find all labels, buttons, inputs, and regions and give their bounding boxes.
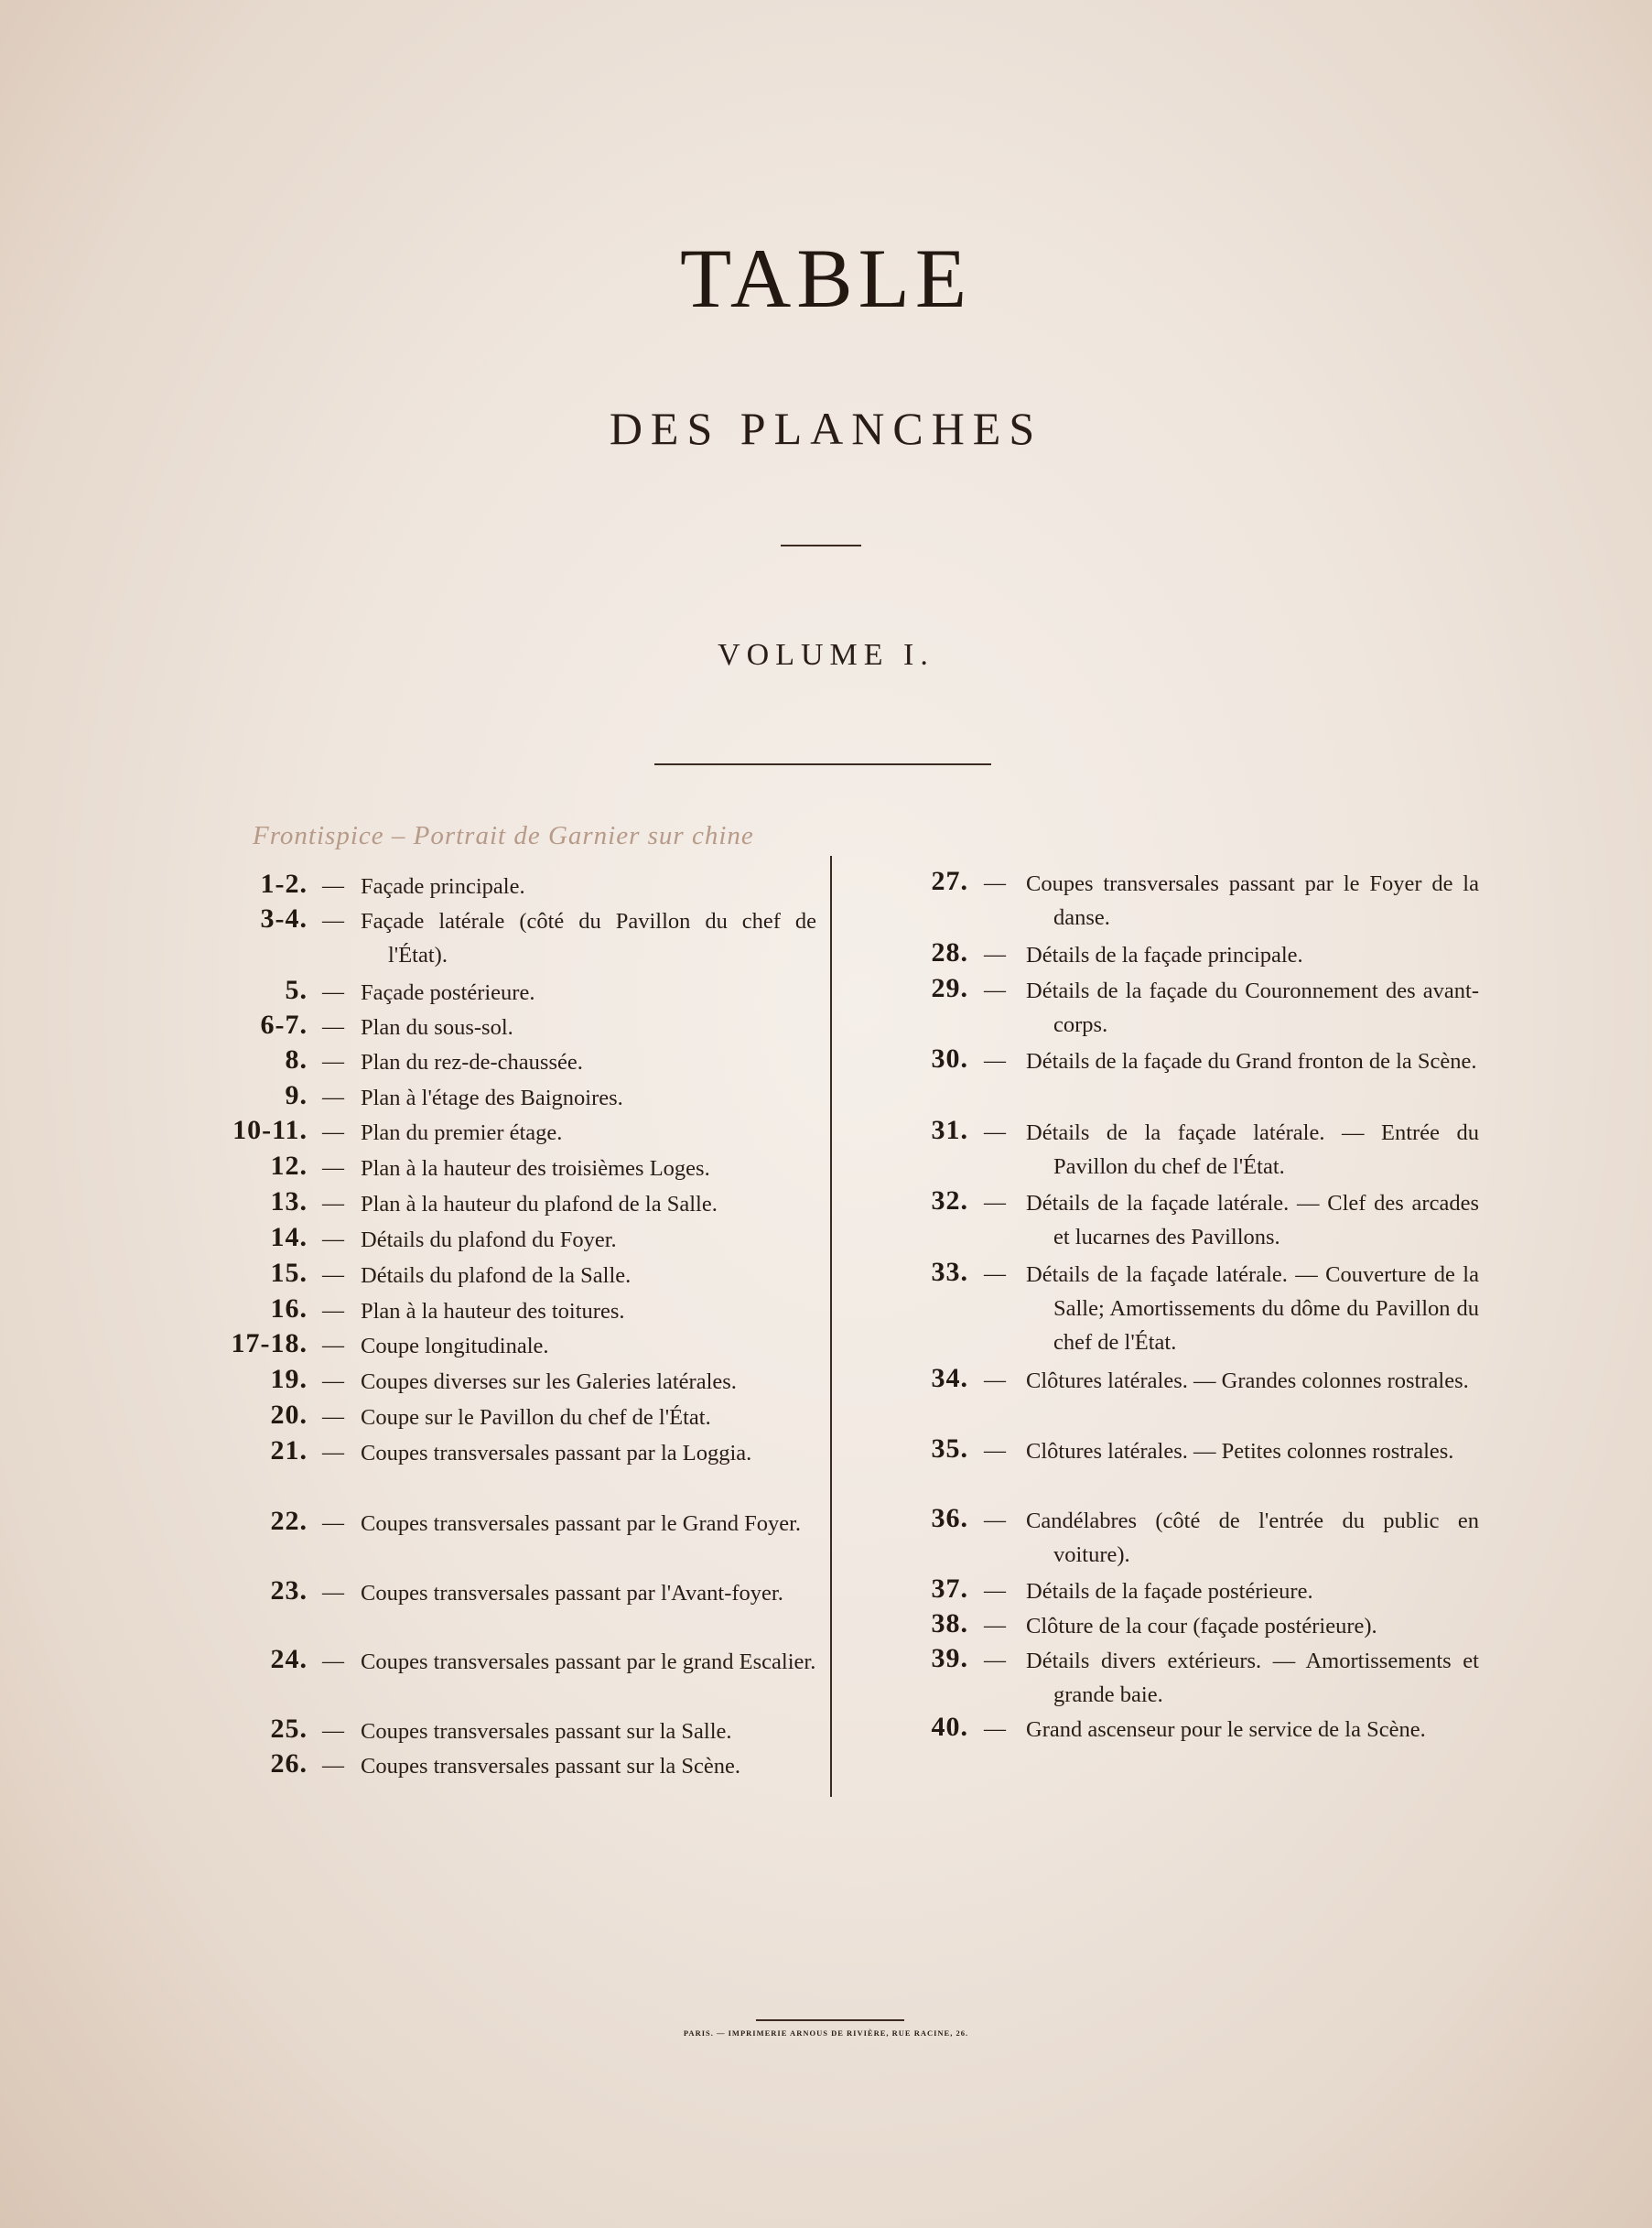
plate-number: 16. <box>270 1293 308 1324</box>
plate-title: Coupes diverses sur les Galeries latérales. <box>361 1369 737 1394</box>
plate-number: 12. <box>270 1151 308 1181</box>
plate-title: Façade postérieure. <box>361 980 535 1005</box>
plate-title: Coupes transversales passant sur la Scène. <box>361 1754 741 1779</box>
plate-number: 24. <box>270 1644 308 1674</box>
em-dash-separator: — <box>984 1717 1006 1741</box>
plate-title: Plan à la hauteur des toitures. <box>361 1299 625 1324</box>
plate-title: Clôture de la cour (façade postérieure). <box>1026 1614 1377 1639</box>
plate-title: Façade latérale (côté du Pavillon du chef de l'État). <box>361 909 816 968</box>
plate-title: Clôtures latérales. — Grandes colonnes rostrales. <box>1026 1368 1469 1393</box>
colophon-divider <box>756 2019 904 2021</box>
em-dash-separator: — <box>984 1509 1006 1532</box>
plate-title: Détails du plafond de la Salle. <box>361 1263 632 1288</box>
em-dash-separator: — <box>984 1120 1006 1144</box>
em-dash-separator: — <box>322 1299 344 1323</box>
plate-number: 15. <box>270 1258 308 1288</box>
plate-number: 39. <box>931 1643 968 1673</box>
section-divider <box>654 763 991 765</box>
page-title: TABLE <box>679 232 973 325</box>
plate-number: 8. <box>285 1044 308 1075</box>
plate-number: 35. <box>931 1433 968 1464</box>
plate-title: Coupes transversales passant sur la Salle. <box>361 1719 732 1744</box>
plate-number: 37. <box>931 1574 968 1604</box>
em-dash-separator: — <box>322 1050 344 1074</box>
plate-number: 1-2. <box>260 869 308 899</box>
plate-number: 29. <box>931 973 968 1003</box>
handwritten-annotation: Frontispice – Portrait de Garnier sur chine <box>253 821 754 850</box>
em-dash-separator: — <box>984 1439 1006 1463</box>
plate-number: 36. <box>931 1503 968 1533</box>
plate-title: Candélabres (côté de l'entrée du public en voiture). <box>1026 1509 1479 1567</box>
plate-number: 27. <box>931 866 968 896</box>
plate-title: Coupes transversales passant par l'Avant-foyer. <box>361 1581 783 1606</box>
volume-heading: VOLUME I. <box>718 638 934 672</box>
plate-title: Plan à la hauteur des troisièmes Loges. <box>361 1156 710 1181</box>
plate-title: Coupe longitudinale. <box>361 1334 549 1358</box>
plate-number: 32. <box>931 1185 968 1216</box>
plate-title: Détails de la façade latérale. — Clef des arcades et lucarnes des Pavillons. <box>1026 1191 1479 1249</box>
em-dash-separator: — <box>984 1191 1006 1215</box>
plate-number: 20. <box>270 1400 308 1430</box>
plate-number: 22. <box>270 1506 308 1536</box>
plate-title: Coupes transversales passant par le grand Escalier. <box>361 1649 816 1674</box>
em-dash-separator: — <box>984 1579 1006 1603</box>
plate-number: 30. <box>931 1044 968 1074</box>
em-dash-separator: — <box>984 1049 1006 1073</box>
plate-number: 5. <box>285 975 308 1005</box>
plate-title: Façade principale. <box>361 874 525 899</box>
em-dash-separator: — <box>322 1334 344 1357</box>
em-dash-separator: — <box>322 1754 344 1778</box>
plate-title: Détails de la façade latérale. — Entrée du Pavillon du chef de l'État. <box>1026 1120 1479 1179</box>
plate-title: Détails du plafond du Foyer. <box>361 1228 617 1252</box>
plate-title: Grand ascenseur pour le service de la Scène. <box>1026 1717 1426 1742</box>
plate-number: 17-18. <box>231 1328 308 1358</box>
plate-title: Coupes transversales passant par la Loggia. <box>361 1441 752 1466</box>
plate-title: Détails de la façade latérale. — Couverture de la Salle; Amortissements du dôme du Pavillon du chef de l'État. <box>1026 1262 1479 1355</box>
plate-number: 33. <box>931 1257 968 1287</box>
plate-title: Coupes transversales passant par le Foyer de la danse. <box>1026 871 1479 930</box>
plate-number: 14. <box>270 1222 308 1252</box>
plate-title: Détails de la façade principale. <box>1026 943 1303 968</box>
em-dash-separator: — <box>322 1511 344 1535</box>
em-dash-separator: — <box>984 871 1006 895</box>
em-dash-separator: — <box>984 1614 1006 1638</box>
plate-title: Plan du premier étage. <box>361 1120 563 1145</box>
plate-title: Plan à la hauteur du plafond de la Salle. <box>361 1192 718 1217</box>
plate-title: Clôtures latérales. — Petites colonnes rostrales. <box>1026 1439 1454 1464</box>
plate-number: 19. <box>270 1364 308 1394</box>
plate-title: Détails de la façade du Grand fronton de la Scène. <box>1026 1049 1477 1074</box>
plate-number: 38. <box>931 1608 968 1639</box>
em-dash-separator: — <box>322 980 344 1004</box>
em-dash-separator: — <box>984 943 1006 967</box>
plate-number: 21. <box>270 1435 308 1466</box>
plate-title: Coupe sur le Pavillon du chef de l'État. <box>361 1405 711 1430</box>
em-dash-separator: — <box>322 1086 344 1109</box>
em-dash-separator: — <box>322 909 344 933</box>
em-dash-separator: — <box>322 1015 344 1039</box>
plate-number: 10-11. <box>232 1115 308 1145</box>
plate-number: 3-4. <box>260 903 308 934</box>
em-dash-separator: — <box>322 874 344 898</box>
em-dash-separator: — <box>322 1649 344 1673</box>
plate-title: Détails de la façade postérieure. <box>1026 1579 1313 1604</box>
em-dash-separator: — <box>322 1405 344 1429</box>
em-dash-separator: — <box>984 979 1006 1002</box>
em-dash-separator: — <box>322 1369 344 1393</box>
plate-number: 13. <box>270 1186 308 1217</box>
title-divider <box>781 545 861 546</box>
em-dash-separator: — <box>322 1228 344 1251</box>
plate-title: Détails divers extérieurs. — Amortissements et grande baie. <box>1026 1649 1479 1707</box>
em-dash-separator: — <box>322 1719 344 1743</box>
printer-colophon: PARIS. — IMPRIMERIE ARNOUS DE RIVIÈRE, RUE RACINE, 26. <box>683 2028 969 2038</box>
plate-number: 23. <box>270 1575 308 1606</box>
em-dash-separator: — <box>984 1649 1006 1672</box>
plate-number: 28. <box>931 937 968 968</box>
plate-number: 9. <box>285 1080 308 1110</box>
em-dash-separator: — <box>322 1441 344 1465</box>
em-dash-separator: — <box>322 1192 344 1216</box>
plate-title: Plan du sous-sol. <box>361 1015 513 1040</box>
plate-title: Coupes transversales passant par le Grand Foyer. <box>361 1511 802 1536</box>
em-dash-separator: — <box>322 1156 344 1180</box>
plate-number: 40. <box>931 1712 968 1742</box>
plate-number: 25. <box>270 1714 308 1744</box>
plate-number: 31. <box>931 1115 968 1145</box>
plate-number: 6-7. <box>260 1010 308 1040</box>
plate-title: Détails de la façade du Couronnement des avant-corps. <box>1026 979 1479 1037</box>
plate-title: Plan à l'étage des Baignoires. <box>361 1086 623 1110</box>
page-subtitle: DES PLANCHES <box>609 403 1043 454</box>
em-dash-separator: — <box>984 1262 1006 1286</box>
em-dash-separator: — <box>322 1263 344 1287</box>
plate-number: 34. <box>931 1363 968 1393</box>
plate-title: Plan du rez-de-chaussée. <box>361 1050 583 1075</box>
em-dash-separator: — <box>984 1368 1006 1392</box>
plate-number: 26. <box>270 1748 308 1779</box>
em-dash-separator: — <box>322 1120 344 1144</box>
em-dash-separator: — <box>322 1581 344 1605</box>
